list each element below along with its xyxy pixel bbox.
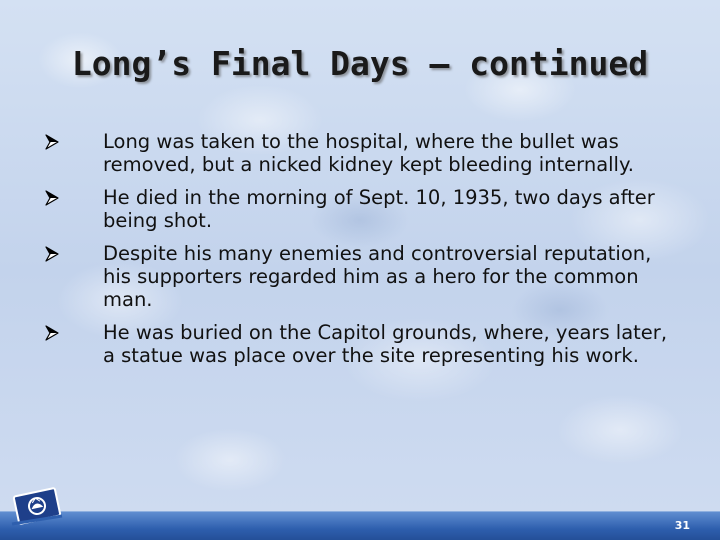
bullet-text: Despite his many enemies and controversial reputation, his supporters regarded him as a hero for the common man. [103,242,652,311]
arrowhead-bullet-icon [44,134,60,150]
footer-bar [0,511,720,540]
bullet-text: He died in the morning of Sept. 10, 1935, two days after being shot. [103,186,655,232]
bullet-text: Long was taken to the hospital, where the bullet was removed, but a nicked kidney kept bleeding internally. [103,130,634,176]
arrowhead-bullet-icon [44,246,60,262]
bullet-list [44,130,684,367]
arrowhead-bullet-icon [44,325,60,341]
bullet-item [44,321,684,367]
slide-title: Long’s Final Days – continued [71,44,649,83]
arrowhead-bullet-icon [44,190,60,206]
bullet-text: He was buried on the Capitol grounds, where, years later, a statue was place over the site representing his work. [103,321,668,367]
bullet-item [44,186,684,232]
louisiana-seal-logo [10,486,64,526]
bullet-item [44,130,684,176]
slide-number: 31 [674,519,690,532]
bullet-item [44,242,684,311]
